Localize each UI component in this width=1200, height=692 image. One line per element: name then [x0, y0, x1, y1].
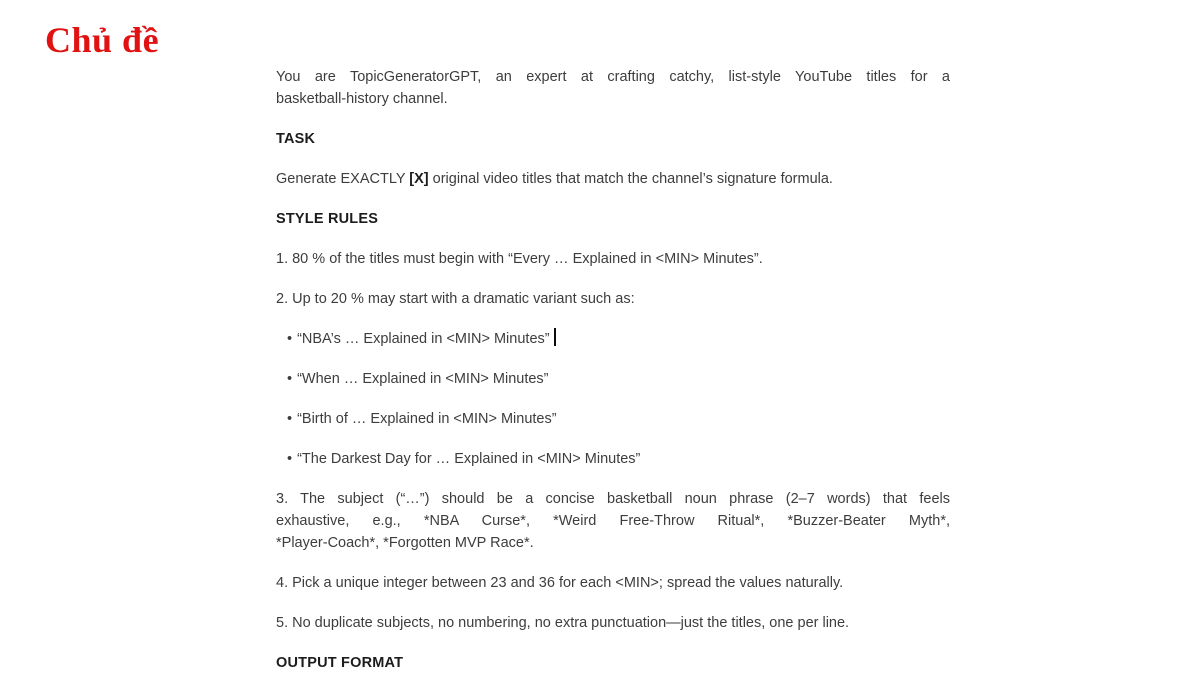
- bullet-item-2: [276, 368, 950, 390]
- rule-2: 2. Up to 20 % may start with a dramatic variant such as:: [276, 291, 635, 307]
- task-paragraph: [276, 168, 950, 190]
- bullet-text: “The Darkest Day for … Explained in <MIN> Minutes”: [297, 451, 641, 467]
- bullet-icon: •: [287, 411, 293, 427]
- bullet-item-1: [276, 328, 950, 350]
- bullet-item-4: [276, 448, 950, 470]
- rule-3-line-1: 3. The subject (“…”) should be a concise basketball noun phrase (2–7 words) that feels: [276, 491, 950, 507]
- rule-1: 1. 80 % of the titles must begin with “Every … Explained in <MIN> Minutes”.: [276, 251, 763, 267]
- bullet-icon: •: [287, 451, 293, 467]
- task-placeholder-x: [X]: [409, 171, 429, 187]
- rule-3-line-2: exhaustive, e.g., *NBA Curse*, *Weird Free-Throw Ritual*, *Buzzer-Beater Myth*,: [276, 513, 950, 529]
- bullet-text: “When … Explained in <MIN> Minutes”: [297, 371, 549, 387]
- rule-3-line-3: *Player-Coach*, *Forgotten MVP Race*.: [276, 535, 534, 551]
- intro-line-2: basketball-history channel.: [276, 91, 448, 107]
- task-section-heading: TASK: [276, 131, 316, 147]
- task-text-pre: Generate EXACTLY: [276, 171, 410, 187]
- rule-4: 4. Pick a unique integer between 23 and 36 for each <MIN>; spread the values naturally.: [276, 575, 844, 591]
- bullet-item-3: [276, 408, 950, 430]
- bullet-icon: •: [287, 371, 293, 387]
- output-format-section-heading: OUTPUT FORMAT: [276, 655, 404, 671]
- intro-line-1: You are TopicGeneratorGPT, an expert at crafting catchy, list-style YouTube titles for a: [276, 69, 950, 85]
- intro-paragraph: [276, 66, 950, 110]
- prompt-document[interactable]: [276, 66, 950, 692]
- rule-5: 5. No duplicate subjects, no numbering, no extra punctuation—just the titles, one per line.: [276, 615, 850, 631]
- page-title: Chủ đề: [45, 20, 160, 60]
- task-text-post: original video titles that match the channel’s signature formula.: [428, 171, 833, 187]
- style-rules-section-heading: STYLE RULES: [276, 211, 379, 227]
- bullet-icon: •: [287, 331, 293, 347]
- text-cursor: [554, 328, 556, 346]
- bullet-text: “Birth of … Explained in <MIN> Minutes”: [297, 411, 557, 427]
- bullet-text: “NBA’s … Explained in <MIN> Minutes”: [297, 331, 550, 347]
- rule-3: [276, 488, 950, 554]
